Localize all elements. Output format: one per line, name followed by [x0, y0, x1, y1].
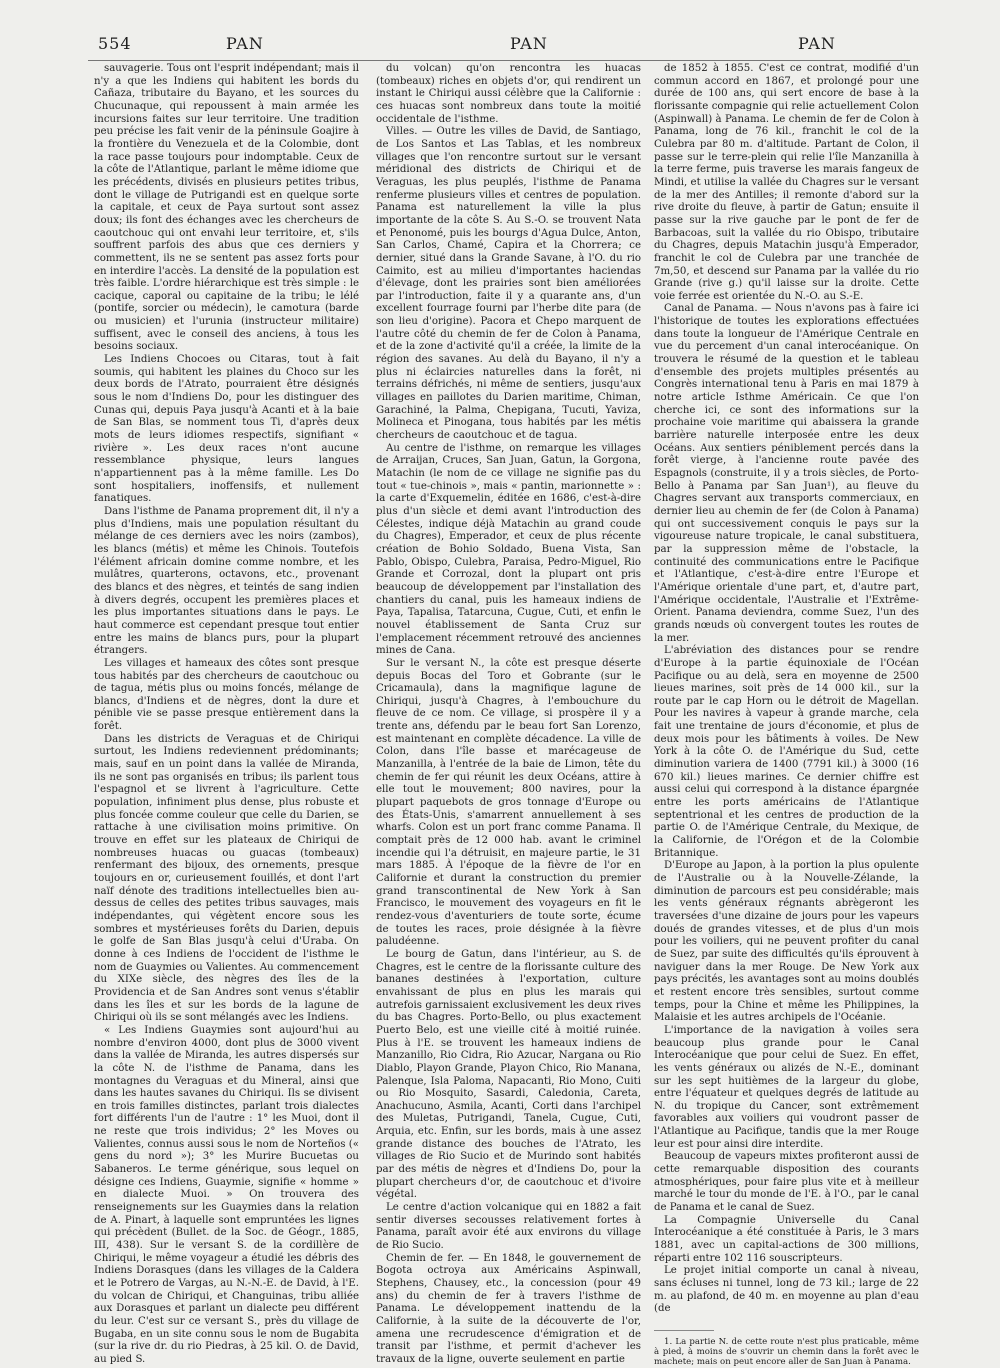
paragraph: La Compagnie Universelle du Canal Interocéanique a été constituée à Paris, le 3 mars 1881, avec un capital-actions de 300 millions, réparti entre 102 116 souscripteurs. — [654, 1214, 919, 1264]
footnote-rule — [654, 1330, 714, 1331]
paragraph: de 1852 à 1855. C'est ce contrat, modifié d'un commun accord en 1867, et prolongé pour une durée de 100 ans, qui sert encore de base à la florissante compagnie qui relie actuellement Colon (Aspinwall) à Panama. Le chemin de fer de Colon à Panama, long de 76 kil., franchit le col de la Culebra par 80 m. d'altitude. Partant de Colon, il passe sur le terre-plein qui relie l'île Manzanilla à la terre ferme, puis traverse les marais fangeux de Mindi, et utilise la vallée du Chagres sur le versant de la mer des Antilles; il remonte d'abord sur la rive droite du fleuve, à partir de Gatun; ensuite il passe sur la rive gauche par le pont de fer de Barbacoas, suit la vallée du rio Obispo, tributaire du Chagres, depuis Matachin jusqu'à Emperador, franchit le col de Culebra par une tranchée de 7m,50, et descend sur Panama par la vallée du rio Grande (rive g.) qu'il laisse sur la droite. Cette voie ferrée est orientée du N.-O. au S.-E. — [654, 63, 919, 302]
paragraph: Les villages et hameaux des côtes sont presque tous habités par des chercheurs de caoutchouc ou de tagua, métis plus ou moins foncés, mélange de blancs, d'Indiens et de nègres, dont la dure et pénible vie se passe presque entièrement dans la forêt. — [94, 657, 359, 733]
paragraph: Sur le versant N., la côte est presque déserte depuis Bocas del Toro et Gobrante (sur le Cricamaula), dans la magnifique lagune de Chiriqui, jusqu'à Chagres, à l'embouchure du fleuve de ce nom. Ce village, si prospère il y a trente ans, défendu par le beau fort San Lorenzo, est maintenant en complète décadence. La ville de Colon, dans l'île basse et marécageuse de Manzanilla, à l'entrée de la baie de Limon, tête du chemin de fer qui réunit les deux Océans, attire à elle tout le mouvement; 800 navires, pour la plupart paquebots de gros tonnage d'Europe ou des États-Unis, s'amarrent annuellement à ses wharfs. Colon est un port franc comme Panama. Il comptait près de 12 000 hab. avant le criminel incendie qui l'a détruisit, en majeure partie, le 31 mars 1885. À l'époque de la fièvre de l'or en Californie et durant la construction du premier grand transcontinental de New York à San Francisco, le mouvement des voyageurs en fit le rendez-vous d'aventuriers de toute sorte, écume de toutes les races, proie désignée à la fièvre paludéenne. — [376, 657, 641, 948]
page-number: 554 — [98, 34, 132, 53]
headword-center: PAN — [510, 34, 548, 53]
header-rule — [88, 60, 910, 61]
paragraph: Le projet initial comporte un canal à niveau, sans écluses ni tunnel, long de 73 kil.; large de 22 m. au plafond, de 40 m. en moyenne au plan d'eau (de — [654, 1265, 919, 1315]
paragraph: sauvagerie. Tous ont l'esprit indépendant; mais il n'y a que les Indiens qui habitent les bords du Cañaza, tributaire du Bayano, et les sources du Chucunaque, qui repoussent à main armée les incursions faites sur leur territoire. Une tradition peu précise les fait venir de la péninsule Goajire à la frontière du Venezuela et de la Colombie, dont la race passe toujours pour indomptable. Ceux de la côte de l'Atlantique, parlant le même idiome que les précédents, divisés en plusieurs petites tribus, dont le village de Putrigandi est en quelque sorte la capitale, et ceux de Paya surtout sont assez doux; ils font des échanges avec les chercheurs de caoutchouc qui ont envahi leur territoire, et, s'ils souffrent parfois des abus que ces derniers y commettent, ils ne se sentent pas assez forts pour en interdire l'accès. La densité de la population est très faible. L'ordre hiérarchique est très simple : le cacique, caporal ou capitaine de la tribu; le lélé (pontife, sorcier ou médecin), le camotura (barde ou musicien) et l'urunia (instructeur militaire) suffisent, avec le conseil des anciens, à tous les besoins sociaux. — [94, 63, 359, 353]
footnote: 1. La partie N. de cette route n'est plus praticable, même à pied, à moins de s'ouvrir un chemin dans la forêt avec le machete; mais on peut encore aller de San Juan à Panama. — [654, 1336, 919, 1368]
paragraph: Dans les districts de Veraguas et de Chiriqui surtout, les Indiens redeviennent prédominants; mais, sauf en un point dans la vallée de Miranda, ils ne sont pas organisés en tribus; ils parlent tous l'espagnol et se livrent à l'agriculture. Cette population, infiniment plus dense, plus robuste et plus foncée comme couleur que celle du Darien, se rattache à une civilisation moins primitive. On trouve en effet sur les plateaux de Chiriqui de nombreuses huacas ou guacas (tombeaux) renfermant des bijoux, des ornements, presque toujours en or, curieusement fouillés, et dont l'art naïf dénote des traditions intellectuelles bien au-dessus de celles des petites tribus sauvages, mais indépendantes, qui végètent encore sous les sombres et mystérieuses forêts du Darien, depuis le golfe de San Blas jusqu'à celui d'Uraba. On donne à ces Indiens de l'occident de l'isthme le nom de Guaymies ou Valientes. Au commencement du XIXe siècle, des nègres des îles de la Providencia et de San Andres sont venus s'établir dans les îles et sur les bords de la lagune de Chiriqui où ils se sont mélangés avec les Indiens. — [94, 733, 359, 1024]
headword-left: PAN — [226, 34, 264, 53]
paragraph: Villes. — Outre les villes de David, de Santiago, de Los Santos et Las Tablas, et les nombreux villages que l'on rencontre surtout sur le versant méridional des districts de Chiriqui et de Veraguas, les plus peuplés, l'isthme de Panama renferme plusieurs villes et centres de population. Panama est naturellement la ville la plus importante de la côte S. Au S.-O. se trouvent Nata et Penonomé, puis les bourgs d'Agua Dulce, Anton, San Carlos, Chamé, Capira et la Chorrera; ce dernier, situé dans la Grande Savane, à l'O. du rio Caimito, est au milieu d'importantes haciendas d'élevage, dont les prairies sont bien améliorées par l'introduction, faite il y a quarante ans, d'un excellent fourrage fourni par l'herbe dite para (de son lieu d'origine). Pacora et Chepo marquent de l'autre côté du chemin de fer de Colon à Panama, et de la zone d'activité qu'il a créée, la limite de la région des savanes. Au delà du Bayano, il n'y a plus ni éclaircies naturelles dans la forêt, ni terrains défrichés, ni même de sentiers, jusqu'aux villages en paillotes du Darien maritime, Chiman, Garachiné, la Palma, Chepigana, Tucuti, Yaviza, Molineca et Pinogana, tous habités par les métis chercheurs de caoutchouc et de tagua. — [376, 126, 641, 442]
paragraph: Beaucoup de vapeurs mixtes profiteront aussi de cette remarquable disposition des courants atmosphériques, pour faire plus vite et à meilleur marché le tour du monde de l'E. à l'O., par le canal de Panama et le canal de Suez. — [654, 1151, 919, 1214]
paragraph: Le centre d'action volcanique qui en 1882 a fait sentir diverses secousses relativement fortes à Panama, paraît avoir été aux environs du village de Rio Sucio. — [376, 1202, 641, 1252]
paragraph: Chemin de fer. — En 1848, le gouvernement de Bogota octroya aux Américains Aspinwall, Stephens, Chausey, etc., la concession (pour 49 ans) du chemin de fer à travers l'isthme de Panama. Le développement inattendu de la Californie, à la suite de la découverte de l'or, amena une recrudescence d'émigration et de transit par l'isthme, et permit d'achever les travaux de la ligne, ouverte seulement en partie — [376, 1252, 641, 1365]
text-column-left — [94, 63, 359, 1365]
paragraph: D'Europe au Japon, à la portion la plus opulente de l'Australie ou à la Nouvelle-Zélande, la diminution de parcours est peu considérable; mais les vents généraux régnants abrègeront les traversées d'une dizaine de jours pour les vapeurs doués de grandes vitesses, et de plus d'un mois pour les voiliers, qui ne peuvent profiter du canal de Suez, par suite des difficultés qu'ils éprouvent à naviguer dans la mer Rouge. De New York aux pays précités, les avantages sont au moins doublés et restent encore très sensibles, surtout comme temps, pour la Chine et même les Philippines, la Malaisie et les autres archipels de l'Océanie. — [654, 860, 919, 1024]
paragraph: L'abréviation des distances pour se rendre d'Europe à la partie équinoxiale de l'Océan Pacifique ou au delà, sera en moyenne de 2500 lieues marines, soit près de 14 000 kil., sur la route par le cap Horn ou le détroit de Magellan. Pour les navires à vapeur à grande marche, cela fait une trentaine de jours d'économie, et plus de deux mois pour les bâtiments à voiles. De New York à la côte O. de l'Amérique du Sud, cette diminution variera de 1400 (7791 kil.) à 3000 (16 670 kil.) lieues marines. Ce dernier chiffre est aussi celui qui correspond à la distance épargnée entre les ports américains de l'Atlantique septentrional et les centres de production de la partie O. de l'Amérique Centrale, du Mexique, de la Californie, de l'Orégon et de la Colombie Britannique. — [654, 645, 919, 859]
paragraph: du volcan) qu'on rencontra les huacas (tombeaux) riches en objets d'or, qui rendirent un instant le Chiriqui aussi célèbre que la Californie : ces huacas sont nombreux dans toute la moitié occidentale de l'isthme. — [376, 63, 641, 125]
text-column-middle — [376, 63, 641, 1365]
paragraph: Canal de Panama. — Nous n'avons pas à faire ici l'historique de toutes les explorations effectuées dans toute la longueur de l'Amérique Centrale en vue du percement d'un canal interocéanique. On trouvera le résumé de la question et le tableau d'ensemble des projets multiples présentés au Congrès international tenu à Paris en mai 1879 à notre article Isthme Américain. Ce que l'on cherche ici, ce sont des informations sur la prochaine voie maritime qui abaissera la grande barrière naturelle interposée entre les deux Océans. Aux sentiers péniblement percés dans la forêt vierge, à l'ancienne route pavée des Espagnols (construite, il y a trois siècles, de Porto-Bello à Panama par San Juan¹), au fleuve du Chagres servant aux transports commerciaux, en dernier lieu au chemin de fer (de Colon à Panama) qui ont successivement conquis le pays sur la vigoureuse nature tropicale, le canal substituera, par la suppression même de l'obstacle, la continuité des communications entre le Pacifique et l'Atlantique, c'est-à-dire entre l'Europe et l'Amérique orientale d'une part, et, d'autre part, l'Amérique occidentale, l'Australie et l'Extrême-Orient. Panama deviendra, comme Suez, l'un des grands nœuds où convergent toutes les routes de la mer. — [654, 303, 919, 644]
headword-right: PAN — [798, 34, 836, 53]
paragraph: L'importance de la navigation à voiles sera beaucoup plus grande pour le Canal Interocéanique que pour celui de Suez. En effet, les vents généraux ou alizés de N.-E., dominant sur les sept huitièmes de la largeur du globe, entre l'équateur et quelques degrés de latitude au N. du tropique du Cancer, sont extrêmement favorables aux voiliers qui voudront passer de l'Atlantique au Pacifique, tandis que la mer Rouge leur est pour ainsi dire interdite. — [654, 1024, 919, 1150]
paragraph: « Les Indiens Guaymies sont aujourd'hui au nombre d'environ 4000, dont plus de 3000 vivent dans la vallée de Miranda, les autres dispersés sur la côte N. de l'isthme de Panama, dans les montagnes du Veraguas et du Mineral, ainsi que dans les hautes savanes du Chiriqui. Ils se divisent en trois familles distinctes, parlant trois dialectes fort différents l'un de l'autre : 1° les Muoi, dont il ne reste que trois individus; 2° les Moves ou Valientes, connus aussi sous le nom de Norteños (« gens du nord »); 3° les Murire Bucuetas ou Sabaneros. Le terme générique, sous lequel on désigne ces Indiens, Guaymie, signifie « homme » en dialecte Muoi. » On trouvera des renseignements sur les Guaymies dans la relation de A. Pinart, à laquelle sont empruntées les lignes qui précèdent (Bullet. de la Soc. de Géogr., 1885, III, 438). Sur le versant S. de la cordillère de Chiriqui, le même voyageur a étudié les débris des Indiens Dorasques (dans les villages de la Caldera et le Potrero de Vargas, au N.-N.-E. de David, à l'E. du volcan de Chiriqui, et Changuinas, tribu alliée aux Dorasques et parlant un dialecte peu différent du leur. C'est sur ce versant S., près du village de Bugaba, en un site connu sous le nom de Bugabita (sur la rive dr. du rio Piedras, à 25 kil. O. de David, au pied S. — [94, 1024, 359, 1365]
paragraph: Les Indiens Chocoes ou Citaras, tout à fait soumis, qui habitent les plaines du Choco sur les deux bords de l'Atrato, pourraient être désignés sous le nom d'Indiens Do, pour les distinguer des Cunas qui, depuis Paya jusqu'à Acanti et à la baie de San Blas, se nomment tous Ti, d'après deux mots de leurs idiomes respectifs, signifiant « rivière ». Les deux races n'ont aucune ressemblance physique, leurs langues n'appartiennent pas à la même famille. Les Do sont hospitaliers, inoffensifs, et nullement fanatiques. — [94, 354, 359, 505]
paragraph: Dans l'isthme de Panama proprement dit, il n'y a plus d'Indiens, mais une population résultant du mélange de ces derniers avec les noirs (zambos), les blancs (métis) et même les Chinois. Toutefois l'élément africain domine comme nombre, et les mulâtres, quarterons, octavons, etc., provenant des blancs et des nègres, et teintés de sang indien à divers degrés, occupent les premières places et les plus importantes situations dans le pays. Le haut commerce est cependant presque tout entier entre les mains de blancs purs, pour la plupart étrangers. — [94, 505, 359, 657]
paragraph: Le bourg de Gatun, dans l'intérieur, au S. de Chagres, est le centre de la florissante culture des bananes destinées à l'exportation, culture envahissant de plus en plus les marais qui autrefois garnissaient exclusivement les deux rives du bas Chagres. Porto-Bello, ou plus exactement Puerto Belo, est une vieille cité à moitié ruinée. Plus à l'E. se trouvent les hameaux indiens de Manzanillo, Rio Cidra, Rio Azucar, Nargana ou Rio Diablo, Playon Grande, Playon Chico, Rio Manana, Palenque, Isla Paloma, Napacanti, Rio Mono, Cuiti ou Rio Mosquito, Sasardi, Caledonia, Careta, Anachucuno, Asmila, Acanti, Corti dans l'archipel des Muletas, Putrigandi, Tanela, Cugue, Cuti, Arquia, etc. Enfin, sur les bords, mais à une assez grande distance des bouches de l'Atrato, les villages de Rio Sucio et de Murindo sont habités par des métis de nègres et d'Indiens Do, pour la plupart chercheurs d'or, de caoutchouc et d'ivoire végétal. — [376, 948, 641, 1201]
page-header — [98, 34, 910, 56]
paragraph: Au centre de l'isthme, on remarque les villages de Arraijan, Cruces, San Juan, Gatun, la Gorgona, Matachin (le nom de ce village ne signifie pas du tout « tue-chinois », mais « pantin, marionnette » : la carte d'Exquemelin, éditée en 1686, c'est-à-dire plus d'un siècle et demi avant l'introduction des Célestes, indique déjà Matachin au grand coude du Chagres), Emperador, et ceux de plus récente création de Bohio Soldado, Buena Vista, San Pablo, Obispo, Culebra, Paraisa, Pedro-Miguel, Rio Grande et Corrozal, dont la plupart ont pris beaucoup de développement par l'installation des chantiers du canal, puis les hameaux indiens de Paya, Tapalisa, Tatarcuna, Cugue, Cuti, et enfin le nouvel établissement de Santa Cruz sur l'emplacement récemment retrouvé des anciennes mines de Cana. — [376, 442, 641, 657]
text-column-right — [654, 63, 919, 1368]
